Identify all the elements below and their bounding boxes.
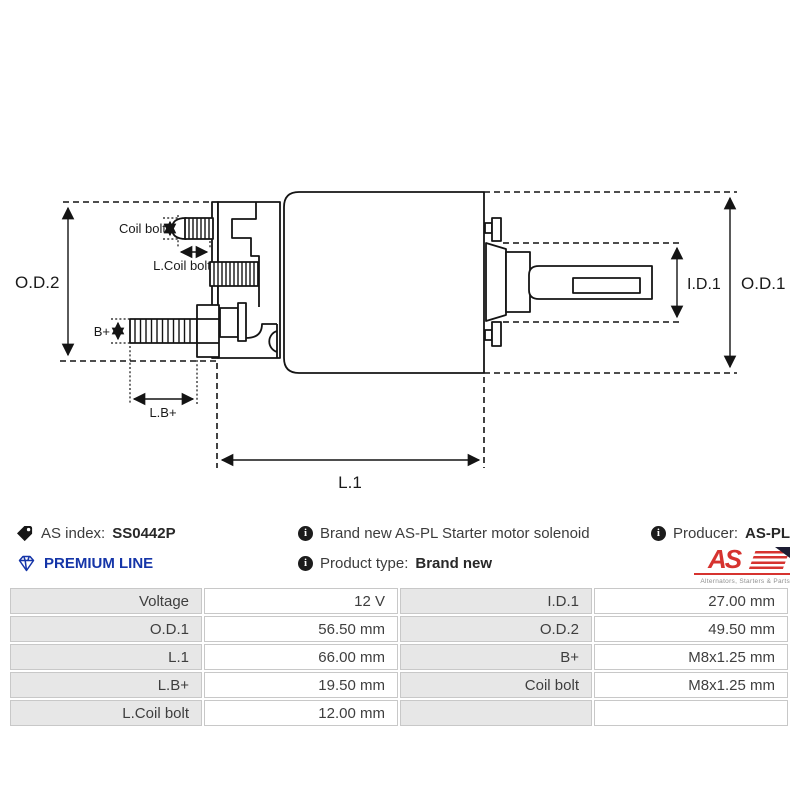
info-middle-column bbox=[298, 518, 590, 578]
product-type-row bbox=[298, 548, 590, 578]
gem-icon bbox=[16, 554, 37, 573]
spec-table bbox=[10, 588, 790, 726]
as-pl-logo bbox=[690, 544, 790, 585]
as-index-value: SS0442P bbox=[112, 524, 176, 542]
dim-od2-label: O.D.2 bbox=[15, 273, 60, 292]
logo-triangle bbox=[775, 547, 790, 558]
spec-label-cell bbox=[400, 700, 592, 726]
spec-value-cell: 66.00 mm bbox=[204, 644, 398, 670]
info-icon: i bbox=[298, 556, 313, 571]
product-description: Brand new AS-PL Starter motor solenoid bbox=[320, 524, 590, 542]
spec-label-cell: O.D.2 bbox=[400, 616, 592, 642]
info-icon: i bbox=[651, 526, 666, 541]
as-index-label: AS index: bbox=[41, 524, 106, 542]
l-coil-bolt-label: L.Coil bolt bbox=[153, 258, 211, 273]
b-plus-terminal bbox=[94, 305, 219, 420]
dim-od1 bbox=[730, 198, 785, 367]
spec-label-cell: B+ bbox=[400, 644, 592, 670]
plunger-shaft bbox=[486, 243, 652, 321]
spec-value-cell: 12.00 mm bbox=[204, 700, 398, 726]
end-cap-bracket bbox=[210, 202, 280, 358]
spec-value-cell: 49.50 mm bbox=[594, 616, 788, 642]
spec-value-cell: 12 V bbox=[204, 588, 398, 614]
spec-label-cell: L.B+ bbox=[10, 672, 202, 698]
spec-label-cell: L.1 bbox=[10, 644, 202, 670]
b-plus-label: B+ bbox=[93, 324, 110, 339]
coil-bolt-label: Coil bolt bbox=[119, 221, 166, 236]
dim-id1 bbox=[677, 248, 721, 317]
spec-label-cell: Coil bolt bbox=[400, 672, 592, 698]
dim-id1-label: I.D.1 bbox=[687, 276, 721, 293]
tag-icon bbox=[16, 524, 34, 542]
spec-label-cell: O.D.1 bbox=[10, 616, 202, 642]
producer-label: Producer: bbox=[672, 524, 738, 542]
dim-l1-label: L.1 bbox=[338, 473, 362, 492]
spec-value-cell: 27.00 mm bbox=[594, 588, 788, 614]
producer-value: AS-PL bbox=[745, 524, 790, 542]
info-left-column bbox=[16, 518, 176, 578]
premium-line-label: PREMIUM LINE bbox=[44, 554, 154, 572]
dim-l1 bbox=[222, 460, 479, 492]
spec-value-cell: 56.50 mm bbox=[204, 616, 398, 642]
spec-label-cell: Voltage bbox=[10, 588, 202, 614]
spec-label-cell: L.Coil bolt bbox=[10, 700, 202, 726]
as-pl-logo-mark bbox=[694, 544, 790, 575]
l-b-plus-label: L.B+ bbox=[149, 405, 177, 420]
spec-value-cell: 19.50 mm bbox=[204, 672, 398, 698]
dim-od2 bbox=[15, 208, 68, 355]
description-row bbox=[298, 518, 590, 548]
spec-value-cell: M8x1.25 mm bbox=[594, 644, 788, 670]
product-type-value: Brand new bbox=[415, 554, 493, 572]
spec-value-cell bbox=[594, 700, 788, 726]
info-right-column bbox=[651, 518, 790, 585]
product-type-label: Product type: bbox=[320, 554, 409, 572]
coil-bolt bbox=[119, 215, 213, 273]
logo-text: AS bbox=[708, 544, 741, 574]
spec-value-cell: M8x1.25 mm bbox=[594, 672, 788, 698]
solenoid-body bbox=[284, 192, 484, 373]
info-icon: i bbox=[298, 526, 313, 541]
logo-tagline: Alternators, Starters & Parts bbox=[700, 577, 790, 585]
as-index-row bbox=[16, 518, 176, 548]
dim-od1-label: O.D.1 bbox=[741, 274, 786, 293]
spec-label-cell: I.D.1 bbox=[400, 588, 592, 614]
premium-line-row bbox=[16, 548, 176, 578]
